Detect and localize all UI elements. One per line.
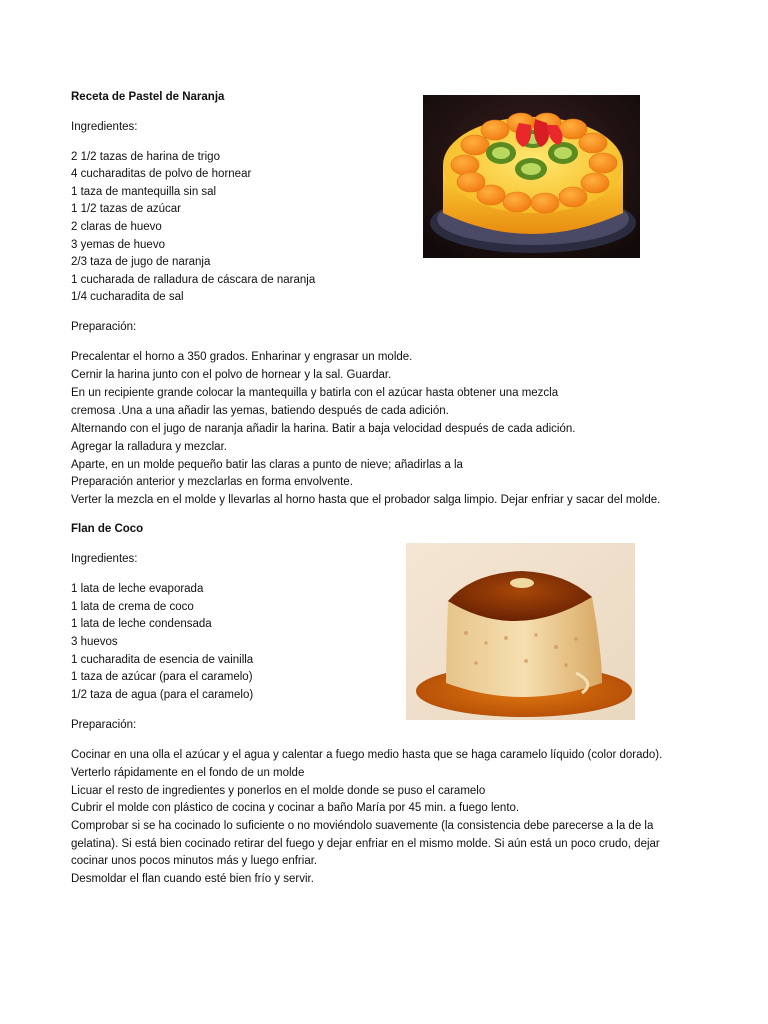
step-line: Comprobar si se ha cocinado lo suficiente o no moviéndolo suavemente (la consistencia debe parecerse a la de la [71, 820, 654, 832]
ingredient-line: 1 taza de mantequilla sin sal [71, 186, 217, 198]
step-line: cocinar unos pocos minutos más y luego enfriar. [71, 855, 318, 867]
step-line: cremosa .Una a una añadir las yemas, batiendo después de cada adición. [71, 405, 449, 417]
ingredients-heading: Ingredientes: [71, 121, 138, 133]
ingredient-line: 3 yemas de huevo [71, 239, 165, 251]
ingredients-heading: Ingredientes: [71, 553, 138, 565]
step-line: Precalentar el horno a 350 grados. Enharinar y engrasar un molde. [71, 351, 413, 363]
step-line: Cocinar en una olla el azúcar y el agua y calentar a fuego medio hasta que se haga caramelo líquido (color dorado). [71, 749, 663, 761]
step-line: gelatina). Si está bien cocinado retirar del fuego y dejar enfriar en el mismo molde. Si aún está un poco crudo, dejar [71, 838, 660, 850]
step-line: Cernir la harina junto con el polvo de hornear y la sal. Guardar. [71, 369, 392, 381]
ingredient-line: 1 taza de azúcar (para el caramelo) [71, 671, 253, 683]
ingredient-line: 4 cucharaditas de polvo de hornear [71, 168, 252, 180]
step-line: Preparación anterior y mezclarlas en forma envolvente. [71, 476, 353, 488]
recipe-title: Flan de Coco [71, 523, 144, 535]
step-line: Cubrir el molde con plástico de cocina y cocinar a baño María por 45 min. a fuego lento. [71, 802, 520, 814]
step-line: Desmoldar el flan cuando esté bien frío y servir. [71, 873, 314, 885]
ingredient-line: 1 cucharada de ralladura de cáscara de naranja [71, 274, 316, 286]
ingredient-line: 1 lata de leche condensada [71, 618, 212, 630]
ingredient-line: 1 1/2 tazas de azúcar [71, 203, 181, 215]
ingredient-line: 2 claras de huevo [71, 221, 162, 233]
step-line: Verterlo rápidamente en el fondo de un molde [71, 767, 305, 779]
step-line: En un recipiente grande colocar la mantequilla y batirla con el azúcar hasta obtener una mezcla [71, 387, 559, 399]
preparation-heading: Preparación: [71, 321, 137, 333]
ingredient-line: 2/3 taza de jugo de naranja [71, 256, 211, 268]
ingredient-line: 1/2 taza de agua (para el caramelo) [71, 689, 254, 701]
ingredient-line: 1/4 cucharadita de sal [71, 291, 184, 303]
orange-cake-photo [423, 95, 640, 258]
step-line: Verter la mezcla en el molde y llevarlas al horno hasta que el probador salga limpio. Dejar enfriar y sacar del molde. [71, 494, 661, 506]
ingredient-line: 3 huevos [71, 636, 118, 648]
flan-photo [406, 543, 635, 720]
step-line: Aparte, en un molde pequeño batir las claras a punto de nieve; añadirlas a la [71, 459, 463, 471]
recipe-title: Receta de Pastel de Naranja [71, 91, 225, 103]
step-line: Alternando con el jugo de naranja añadir la harina. Batir a baja velocidad después de cada adición. [71, 423, 576, 435]
ingredient-line: 2 1/2 tazas de harina de trigo [71, 151, 220, 163]
preparation-heading: Preparación: [71, 719, 137, 731]
ingredient-line: 1 lata de leche evaporada [71, 583, 204, 595]
step-line: Agregar la ralladura y mezclar. [71, 441, 227, 453]
step-line: Licuar el resto de ingredientes y ponerlos en el molde donde se puso el caramelo [71, 785, 486, 797]
ingredient-line: 1 lata de crema de coco [71, 601, 194, 613]
ingredient-line: 1 cucharadita de esencia de vainilla [71, 654, 254, 666]
